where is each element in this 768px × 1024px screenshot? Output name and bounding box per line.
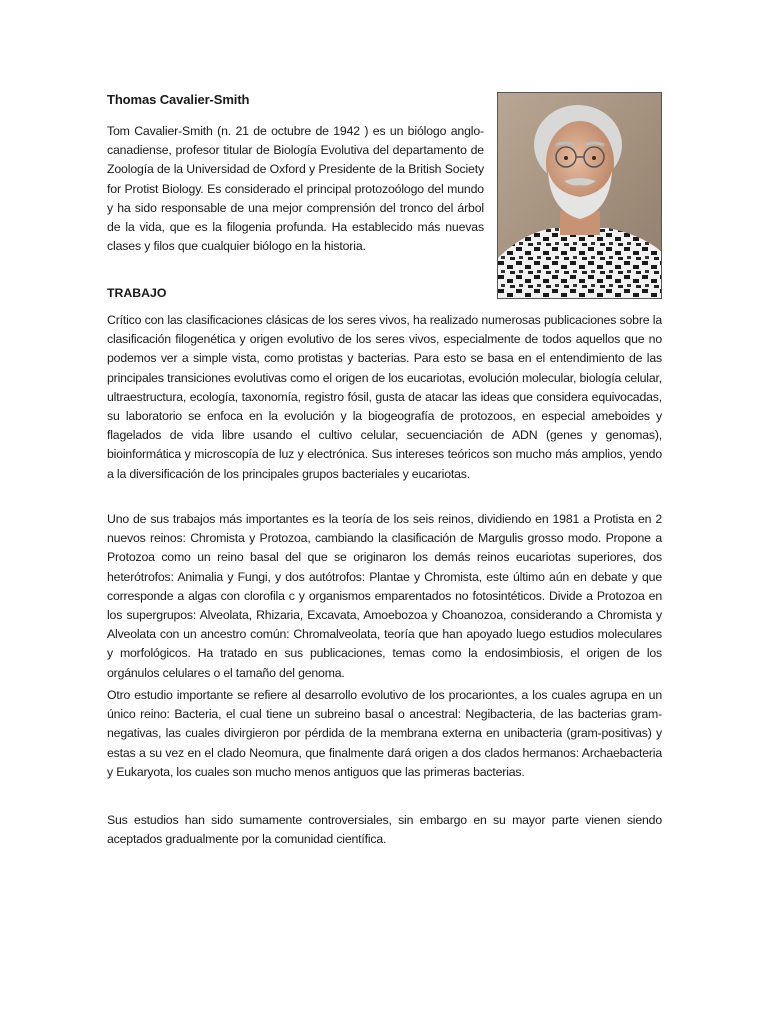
body-paragraph: Uno de sus trabajos más importantes es la teoría de los seis reinos, dividiendo en 1981 a Protista en 2 nuevos reinos: Chromista y Protozoa, cambiando la clasificación de Margulis grosso modo. Propone a Protozoa como un reino basal del que se originaron los demás reinos eucariotas superiores, dos heterótrofos: Animalia y Fungi, y dos autótrofos: Plantae y Chromista, este último aún en debate y que corresponde a algas con clorofila c y organismos emparentados no fotosintéticos. Divide a Protozoa en los supergrupos: Alveolata, Rhizaria, Excavata, Amoebozoa y Choanozoa, considerando a Chromista y Alveolata con un ancestro común: Chromalveolata, teoría que han apoyado luego estudios moleculares y morfológicos. Ha tratado en sus publicaciones, temas como la endosimbiosis, el origen de los orgánulos celulares o el tamaño del genoma. xyxy=(107,512,662,680)
body-paragraph: Crítico con las clasificaciones clásicas de los seres vivos, ha realizado numerosas publicaciones sobre la clasificación filogenética y origen evolutivo de los seres vivos, especialmente de todos aquellos que no podemos ver a simple vista, como protistas y bacterias. Para esto se basa en el entendimiento de las principales transiciones evolutivas como el origen de los eucariotas, evolución molecular, biología celular, ultraestructura, ecología, taxonomía, registro fósil, gusta de atacar las ideas que considera equivocadas, su laboratorio se enfoca en la evolución y la biogeografía de protozoos, en especial ameboides y flagelados de vida libre usando el cultivo celular, secuenciación de ADN (genes y genomas), bioinformática y microscopía de luz y electrónica. Sus intereses teóricos son mucho más amplios, yendo a la diversificación de los principales grupos bacteriales y eucariotas. xyxy=(107,313,662,481)
section-heading-trabajo: TRABAJO xyxy=(107,286,167,300)
document-title: Thomas Cavalier-Smith xyxy=(107,92,250,107)
intro-paragraph: Tom Cavalier-Smith (n. 21 de octubre de 1942 ) es un biólogo anglo-canadiense, profesor titular de Biología Evolutiva del departamento de Zoología de la Universidad de Oxford y Presidente de la British Society for Protist Biology. Es considerado el principal protozoólogo del mundo y ha sido responsable de una mejor comprensión del tronco del árbol de la vida, que es la filogenia profunda. Ha establecido más nuevas clases y filos que cualquier biólogo en la historia. xyxy=(107,124,484,254)
body-paragraph: Sus estudios han sido sumamente controversiales, sin embargo en su mayor parte vienen siendo aceptados gradualmente por la comunidad científica. xyxy=(107,813,662,847)
body-paragraph: Otro estudio importante se refiere al desarrollo evolutivo de los procariontes, a los cuales agrupa en un único reino: Bacteria, el cual tiene un subreino basal o ancestral: Negibacteria, de las bacterias gram-negativas, las cuales divirgieron por pérdida de la membrana externa en unibacteria (gram-positivas) y estas a su vez en el clado Neomura, que finalmente dará origen a dos clados hermanos: Archaebacteria y Eukaryota, los cuales son mucho menos antiguos que las primeras bacterias. xyxy=(107,688,662,779)
portrait-photo xyxy=(497,92,662,299)
